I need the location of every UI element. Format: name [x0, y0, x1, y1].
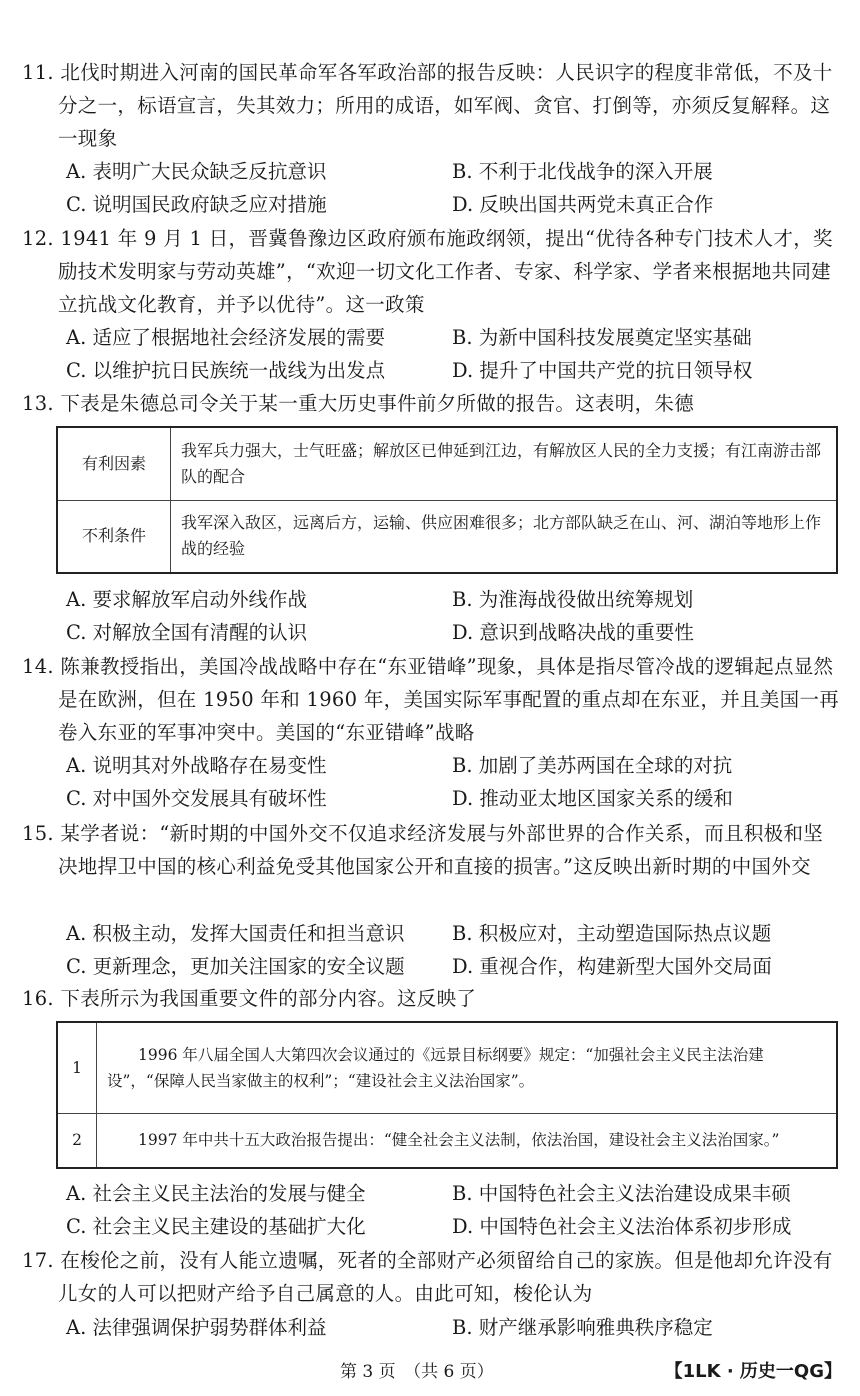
option-c: C. 对中国外交发展具有破坏性	[66, 787, 327, 810]
table-row	[57, 1113, 837, 1168]
question-17	[22, 1244, 840, 1310]
option-c: C. 更新理念，更加关注国家的安全议题	[66, 955, 405, 978]
page-number: 第 3 页 （共 6 页）	[340, 1362, 494, 1382]
question-stem: 14. 陈兼教授指出，美国冷战战略中存在“东亚错峰”现象，具体是指尽管冷战的逻辑起点显然是在欧洲，但在 1950 年和 1960 年，美国实际军事配置的重点却在东亚，并且美国一再卷入东亚的军事冲突中。美国的“东亚错峰”战略	[22, 655, 840, 744]
option-d: D. 提升了中国共产党的抗日领导权	[452, 359, 753, 382]
option-a: A. 法律强调保护弱势群体利益	[66, 1316, 327, 1339]
option-d: D. 推动亚太地区国家关系的缓和	[452, 787, 733, 810]
option-b: B. 不利于北伐战争的深入开展	[452, 160, 713, 183]
table-label: 不利条件	[57, 500, 171, 573]
document-table	[56, 1021, 838, 1169]
question-stem: 17. 在梭伦之前，没有人能立遗嘱，死者的全部财产必须留给自己的家族。但是他却允许没有儿女的人可以把财产给予自己属意的人。由此可知，梭伦认为	[22, 1249, 833, 1305]
exam-code: 【1LK · 历史一QG】	[664, 1361, 842, 1382]
option-c: C. 对解放全国有清醒的认识	[66, 621, 308, 644]
option-a: A. 适应了根据地社会经济发展的需要	[66, 326, 385, 349]
table-row	[57, 1022, 837, 1113]
question-11	[22, 56, 840, 155]
option-d: D. 中国特色社会主义法治体系初步形成	[452, 1215, 792, 1238]
option-d: D. 意识到战略决战的重要性	[452, 621, 694, 644]
option-c: C. 社会主义民主建设的基础扩大化	[66, 1215, 366, 1238]
table-row	[57, 427, 837, 500]
table-text: 我军兵力强大，士气旺盛；解放区已伸延到江边，有解放区人民的全力支援；有江南游击部队的配合	[171, 427, 838, 500]
table-text: 我军深入敌区，远离后方，运输、供应困难很多；北方部队缺乏在山、河、湖泊等地形上作战的经验	[171, 500, 838, 573]
option-b: B. 积极应对，主动塑造国际热点议题	[452, 922, 772, 945]
option-d: D. 重视合作，构建新型大国外交局面	[452, 955, 772, 978]
question-stem: 11. 北伐时期进入河南的国民革命军各军政治部的报告反映：人民识字的程度非常低，不及十分之一，标语宣言，失其效力；所用的成语，如军阀、贪官、打倒等，亦须反复解释。这一现象	[22, 61, 833, 150]
factor-table	[56, 426, 838, 574]
option-a: A. 表明广大民众缺乏反抗意识	[66, 160, 327, 183]
question-13	[22, 387, 840, 420]
table-label: 有利因素	[57, 427, 171, 500]
option-b: B. 为淮海战役做出统筹规划	[452, 588, 694, 611]
question-stem: 15. 某学者说：“新时期的中国外交不仅追求经济发展与外部世界的合作关系，而且积极和坚决地捍卫中国的核心利益免受其他国家公开和直接的损害。”这反映出新时期的中国外交	[22, 822, 824, 878]
question-stem: 12. 1941 年 9 月 1 日，晋冀鲁豫边区政府颁布施政纲领，提出“优待各种专门技术人才，奖励技术发明家与劳动英雄”，“欢迎一切文化工作者、专家、科学家、学者来根据地共同建立抗战文化教育，并予以优待”。这一政策	[22, 227, 833, 316]
question-15	[22, 817, 840, 883]
option-b: B. 加剧了美苏两国在全球的对抗	[452, 754, 733, 777]
question-14	[22, 650, 840, 749]
option-d: D. 反映出国共两党未真正合作	[452, 193, 714, 216]
table-row	[57, 500, 837, 573]
option-a: A. 社会主义民主法治的发展与健全	[66, 1182, 366, 1205]
option-b: B. 财产继承影响雅典秩序稳定	[452, 1316, 713, 1339]
option-a: A. 说明其对外战略存在易变性	[66, 754, 327, 777]
question-12	[22, 222, 840, 321]
question-16	[22, 982, 840, 1015]
table-number: 2	[57, 1113, 97, 1168]
option-b: B. 为新中国科技发展奠定坚实基础	[452, 326, 752, 349]
question-stem: 13. 下表是朱德总司令关于某一重大历史事件前夕所做的报告。这表明，朱德	[22, 392, 695, 415]
option-c: C. 说明国民政府缺乏应对措施	[66, 193, 327, 216]
option-b: B. 中国特色社会主义法治建设成果丰硕	[452, 1182, 791, 1205]
table-text: 1997 年中共十五大政治报告提出：“健全社会主义法制，依法治国，建设社会主义法治国家。”	[97, 1113, 838, 1168]
option-c: C. 以维护抗日民族统一战线为出发点	[66, 359, 386, 382]
question-stem: 16. 下表所示为我国重要文件的部分内容。这反映了	[22, 987, 477, 1010]
table-number: 1	[57, 1022, 97, 1113]
option-a: A. 积极主动，发挥大国责任和担当意识	[66, 922, 405, 945]
table-text: 1996 年八届全国人大第四次会议通过的《远景目标纲要》规定：“加强社会主义民主法治建设”，“保障人民当家做主的权利”；“建设社会主义法治国家”。	[97, 1022, 838, 1113]
option-a: A. 要求解放军启动外线作战	[66, 588, 307, 611]
